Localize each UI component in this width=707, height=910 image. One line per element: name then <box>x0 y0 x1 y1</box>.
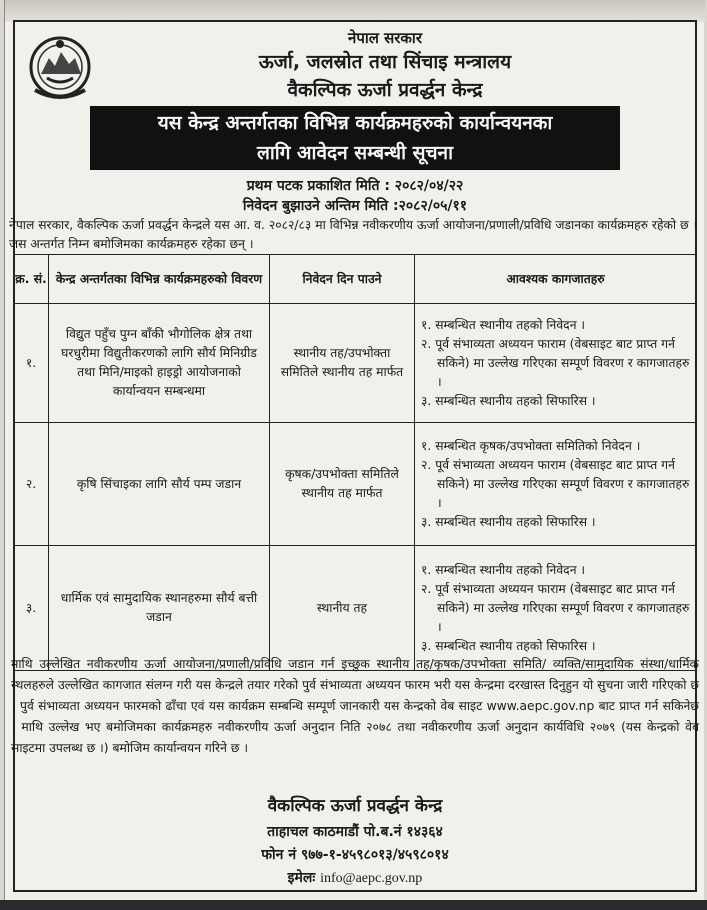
row-description: विद्युत पहुँच पुग्न बाँकी भौगोलिक क्षेत्र तथा घरधुरीमा विद्युतीकरणको लागि सौर्य मिनिग्रीड तथा मिनि/माइको हाइड्रो आयोजनाको कार्यान्वयन सम्बन्धमा <box>49 304 270 423</box>
newspaper-top-strip <box>5 0 705 22</box>
table-row <box>14 304 697 423</box>
document-item: ३. सम्बन्धित स्थानीय तहको सिफारिस । <box>421 514 596 529</box>
notice-title-banner <box>90 106 620 170</box>
notice-title-line-2: लागि आवेदन सम्बन्धी सूचना <box>257 142 453 164</box>
row-documents <box>415 304 697 423</box>
row-serial: ३. <box>14 546 49 671</box>
row-applicant: स्थानीय तह <box>270 546 415 671</box>
document-item: २. पूर्व संभाव्यता अध्ययन फाराम (वेबसाइट बाट प्राप्त गर्न सकिने) मा उल्लेख गरिएका सम्पूर्ण विवरण र कागजातहरु । <box>421 336 690 389</box>
newspaper-bottom-strip <box>0 900 707 910</box>
row-applicant: स्थानीय तह/उपभोक्ता समितिले स्थानीय तह मार्फत <box>270 304 415 423</box>
row-documents <box>415 423 697 546</box>
signature-phone: फोन नं ९७७-१-४५९८०१३/४५९८०१४ <box>261 847 449 863</box>
published-date: प्रथम पटक प्रकाशित मिति : २०८२/०४/२२ <box>246 178 464 194</box>
notice-title-line-1: यस केन्द्र अन्तर्गतका विभिन्न कार्यक्रमहरुको कार्यान्वयनका <box>157 112 553 134</box>
header-documents: आवश्यक कागजातहरु <box>415 255 697 304</box>
document-item: १. सम्बन्धित कृषक/उपभोक्ता समितिको निवेदन । <box>421 438 641 453</box>
table-row <box>14 546 697 671</box>
row-description: धार्मिक एवं सामुदायिक स्थानहरुमा सौर्य बत्ती जडान <box>49 546 270 671</box>
row-serial: १. <box>14 304 49 423</box>
intro-paragraph: नेपाल सरकार, वैकल्पिक ऊर्जा प्रवर्द्धन केन्द्रले यस आ. व. २०८२/८३ मा विभिन्न नवीकरणीय ऊर्जा आयोजना/प्रणाली/प्रविधि जडानका कार्यक्रमहरु रहेको छ । जस अन्तर्गत निम्न बमोजिमका कार्यक्रमहरु रहेका छन् । <box>9 218 698 251</box>
signature-email-line <box>155 868 555 887</box>
document-item: १. सम्बन्धित स्थानीय तहको निवेदन । <box>421 562 586 577</box>
table-header-row <box>14 255 697 304</box>
document-item: २. पूर्व संभाव्यता अध्ययन फाराम (वेबसाइट बाट प्राप्त गर्न सकिने) मा उल्लेख गरिएका सम्पूर्ण विवरण र कागजातहरु । <box>421 457 690 510</box>
email-label: इमेलः <box>287 870 316 886</box>
government-heading: नेपाल सरकार <box>348 29 422 47</box>
row-documents <box>415 546 697 671</box>
programs-table <box>13 254 697 671</box>
centre-heading: वैकल्पिक ऊर्जा प्रवर्द्धन केन्द्र <box>287 79 483 101</box>
row-serial: २. <box>14 423 49 546</box>
table-row <box>14 423 697 546</box>
deadline-date: निवेदन बुझाउने अन्तिम मिति :२०८२/०५/११ <box>242 198 468 214</box>
signature-centre-name: वैकल्पिक ऊर्जा प्रवर्द्धन केन्द्र <box>267 796 443 816</box>
header-applicant: निवेदन दिन पाउने <box>270 255 415 304</box>
ministry-heading: ऊर्जा, जलस्रोत तथा सिंचाइ मन्त्रालय <box>258 51 512 73</box>
government-emblem-icon <box>27 34 93 104</box>
header-serial: क्र. सं. <box>14 255 49 304</box>
header-description: केन्द्र अन्तर्गतका विभिन्न कार्यक्रमहरुको विवरण <box>49 255 270 304</box>
email-address: info@aepc.gov.np <box>320 871 423 886</box>
document-item: २. पूर्व संभाव्यता अध्ययन फाराम (वेबसाइट बाट प्राप्त गर्न सकिने) मा उल्लेख गरिएका सम्पूर्ण विवरण र कागजातहरु । <box>421 581 690 634</box>
closing-paragraph: माथि उल्लेखित नवीकरणीय ऊर्जा आयोजना/प्रणाली/प्रविधि जडान गर्न इच्छुक स्थानीय तह/कृषक/उपभोक्ता समिति/ व्यक्ति/सामुदायिक संस्था/धार्मिक स्थलहरुले उल्लेखित कागजात संलग्न गरी यस केन्द्रले तयार गरेको पुर्व संभाव्यता अध्ययन फारम भरी यस केन्द्रमा दरखास्त दिनुहुन यो सुचना जारी गरिएको छ । पुर्व संभाव्यता अध्ययन फारमको ढाँचा एवं यस कार्यक्रम सम्बन्धि सम्पूर्ण जानकारी यस केन्द्रको वेब साइट www.aepc.gov.np बाट प्राप्त गर्न सकिनेछ । माथि उल्लेख भए बमोजिमका कार्यक्रमहरु नवीकरणीय ऊर्जा अनुदान निति २०७८ तथा नवीकरणीय ऊर्जा अनुदान कार्यविधि २०७९ (यस केन्द्रको वेब साइटमा उपलब्ध छ ।) बमोजिम कार्यान्वयन गरिने छ । <box>11 657 699 755</box>
signature-address: ताहाचल काठमाडौं पो.ब.नं १४३६४ <box>267 824 443 840</box>
document-item: ३. सम्बन्धित स्थानीय तहको सिफारिस । <box>421 393 596 408</box>
document-item: १. सम्बन्धित स्थानीय तहको निवेदन । <box>421 317 586 332</box>
document-item: ३. सम्बन्धित स्थानीय तहको सिफारिस । <box>421 638 596 653</box>
row-applicant: कृषक/उपभोक्ता समितिले स्थानीय तह मार्फत <box>270 423 415 546</box>
notice-page <box>4 0 704 900</box>
row-description: कृषि सिंचाइका लागि सौर्य पम्प जडान <box>49 423 270 546</box>
